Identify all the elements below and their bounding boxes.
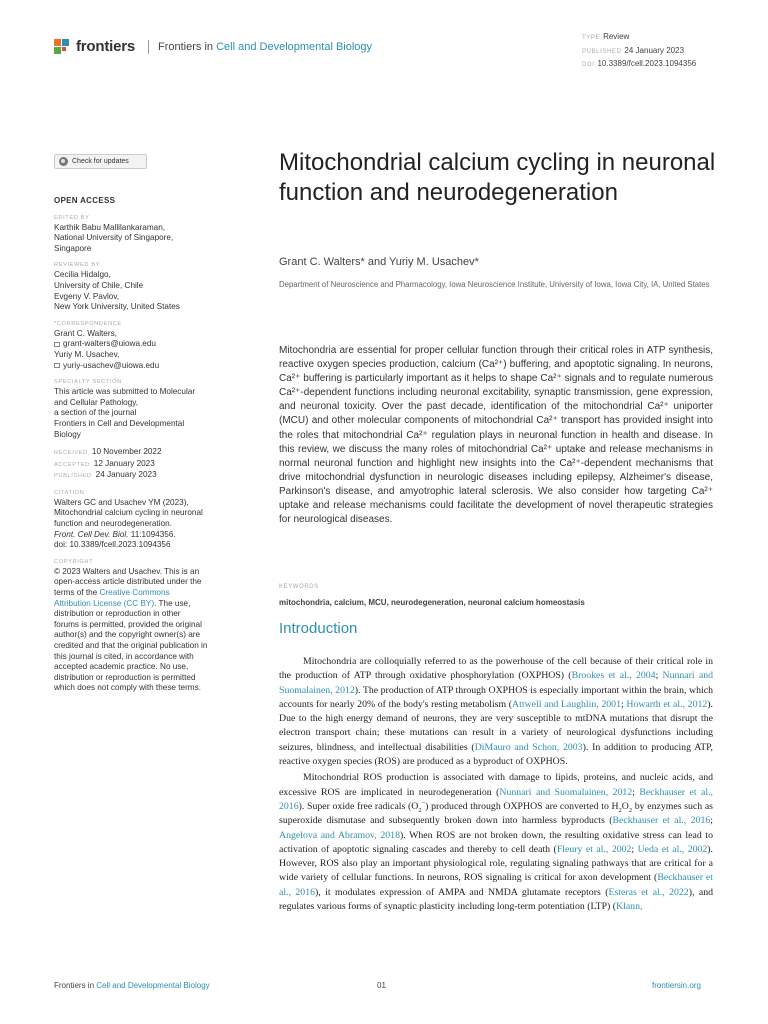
footer-site-link[interactable]: frontiersin.org: [652, 981, 701, 990]
license-link[interactable]: Creative Commons: [99, 588, 170, 598]
keywords-label: KEYWORDS: [279, 584, 319, 590]
ref-link[interactable]: Beckhauser et al., 2016: [279, 872, 714, 898]
journal-name[interactable]: Frontiers in Cell and Developmental Biology: [158, 41, 373, 53]
mail-icon: [54, 363, 60, 368]
mail-icon: [54, 342, 60, 347]
footer-journal[interactable]: Frontiers in Cell and Developmental Biology: [54, 981, 210, 990]
doi-link[interactable]: 10.3389/fcell.2023.1094356: [597, 59, 697, 68]
update-icon: [59, 157, 68, 166]
page-number: 01: [377, 981, 386, 990]
article-meta: TYPE Review PUBLISHED 24 January 2023 DOI 10.3389/fcell.2023.1094356: [582, 32, 697, 68]
authors[interactable]: Grant C. Walters* and Yuriy M. Usachev*: [279, 256, 479, 268]
header-divider: [148, 40, 149, 54]
accepted-date: 12 January 2023: [93, 458, 155, 468]
received-date: 10 November 2022: [91, 447, 162, 457]
license-link-cont[interactable]: Attribution License (CC BY): [54, 598, 155, 608]
check-for-updates-button[interactable]: Check for updates: [54, 154, 147, 169]
ref-link[interactable]: Brookes et al., 2004: [571, 670, 656, 682]
frontiers-logo-icon: [54, 39, 70, 55]
ref-link[interactable]: Angelova and Abramov, 2018: [279, 829, 400, 841]
reviewed-by-label: REVIEWED BY: [54, 262, 101, 269]
edited-by-label: EDITED BY: [54, 214, 90, 221]
frontiers-logo[interactable]: [54, 38, 135, 55]
ref-link[interactable]: Nunnari and Suomalainen, 2012: [499, 786, 633, 798]
copyright-label: COPYRIGHT: [54, 558, 94, 565]
section-heading-introduction: Introduction: [279, 620, 358, 637]
ref-link[interactable]: Howarth et al., 2012: [626, 698, 708, 710]
abstract: Mitochondria are essential for proper cellular function through their critical roles in ATP synthesis, reactive oxygen species production, calcium (Ca²⁺) buffering, and apoptotic signaling. In neurons, Ca²⁺ buffering is particularly important as it helps to shape Ca²⁺ signals and to regulate numerous Ca²⁺-dependent functions including neuronal excitability, synaptic transmission, gene expression, and neuronal toxicity. Over the past decade, identification of the mitochondrial Ca²⁺ uniporter (MCU) and other molecular components of mitochondrial Ca²⁺ transport has provided insight into the roles that mitochondrial Ca²⁺ regulation plays in neuronal function in health and disease. In this review, we discuss the many roles of mitochondrial Ca²⁺ uptake and release mechanisms in normal neuronal function and highlight new insights into the Ca²⁺-dependent mechanisms that drive mitochondrial dysfunction in neurologic diseases including epilepsy, Alzheimer's disease, Parkinson's disease, and amyotrophic lateral sclerosis. We also consider how targeting Ca²⁺ uptake and release mechanisms could facilitate the development of novel therapeutic strategies for neurological diseases.: [279, 345, 713, 526]
body-text: [279, 655, 713, 914]
paragraph: Mitochondrial ROS production is associated with damage to lipids, proteins, and nucleic acids, and excessive ROS are implicated in neurodegeneration (Nunnari and Suomalainen, 2012; Beckhauser et al., 2016). Super oxide free radicals $(O_2^-)$ produced through OXPHOS are converted to $H_2O_2$ by enzymes such as superoxide dismutase and subsequently broken down into harmless byproducts (Beckhauser et al., 2016; Angelova and Abramov, 2018). When ROS are not broken down, the resulting oxidative stress can lead to activation of apoptotic signaling cascades and thereby to cell death (Fleury et al., 2002; Ueda et al., 2002). However, ROS also play an important physiological role, regulating signaling pathways that are critical for a wide variety of cellular functions. In neurons, ROS signaling is critical for axon development (Beckhauser et al., 2016), it modulates expression of AMPA and NMDA glutamate receptors (Esteras et al., 2022), and regulates various forms of synaptic plasticity including long-term potentiation (LTP) (Klann,: [279, 772, 714, 913]
specialty-label: SPECIALTY SECTION: [54, 379, 122, 386]
logo-wordmark: frontiers: [76, 38, 136, 55]
ref-link[interactable]: Esteras et al., 2022: [608, 886, 689, 898]
email-link[interactable]: grant-walters@uiowa.edu: [63, 339, 156, 349]
ref-link[interactable]: Ueda et al., 2002: [637, 843, 708, 855]
correspondence-label: *CORRESPONDENCE: [54, 320, 122, 327]
article-type: Review: [603, 32, 630, 41]
ref-link[interactable]: Beckhauser et al., 2016: [612, 815, 711, 827]
ref-link[interactable]: Klann,: [616, 901, 643, 913]
affiliation: Department of Neuroscience and Pharmacology, Iowa Neuroscience Institute, University of Iowa, Iowa City, IA, United States: [279, 280, 710, 289]
sidebar-info: OPEN ACCESS EDITED BY Karthik Babu Mallilankaraman, National University of Singapore, Singapore REVIEWED BY Cecilia Hidalgo, University of Chile, Chile Evgeny V. Pavlov, New York University, United States *CORRESPONDENCE Grant C. Walters, grant-walters@uiowa.edu Yuriy M. Usachev, yuriy-usachev@uiowa.edu SPECIALTY SECTION This article was submitted to Molecular and Cellular Pathology, a section of the journal Frontiers in Cell and Developmental Biology RECEIVED 10 November 2022 ACCEPTED 12 January 2023 PUBLISHED 24 January 2023 CITATION Walters GC and Usachev YM (2023), Mitochondrial calcium cycling in neuronal function and neurodegeneration. Front. Cell Dev. Biol. 11:1094356. doi: 10.3389/fcell.2023.1094356 COPYRIGHT © 2023 Walters and Usachev. This is an open-access article distributed under the terms of the Creative Commons Attribution License (CC BY). The use, distribution or reproduction in other forums is permitted, provided the original author(s) and the copyright owner(s) are credited and that the original publication in this journal is cited, in accordance with accepted academic practice. No use, distribution or reproduction is permitted which does not comply with these terms.: [54, 196, 244, 694]
citation-label: CITATION: [54, 489, 85, 496]
article-title: Mitochondrial calcium cycling in neuronal function and neurodegeneration: [279, 149, 716, 206]
ref-link[interactable]: Fleury et al., 2002: [556, 843, 632, 855]
publish-date: 24 January 2023: [624, 45, 685, 55]
ref-link[interactable]: DiMauro and Schon, 2003: [474, 741, 583, 753]
open-access-label: OPEN ACCESS: [54, 196, 116, 205]
ref-link[interactable]: Attwell and Laughlin, 2001: [512, 698, 621, 710]
paragraph: Mitochondria are colloquially referred to as the powerhouse of the cell because of their critical role in the production of ATP through oxidative phosphorylation (OXPHOS) (Brookes et al., 2004; Nunnari and Suomalainen, 2012). The production of ATP through OXPHOS is especially important within the brain, which accounts for nearly 20% of the body's resting metabolism (Attwell and Laughlin, 2001; Howarth et al., 2012). Due to the high energy demand of neurons, they are very susceptible to mtDNA mutations that disrupt the electron transport chain; these mutations can result in a variety of neurological dysfunctions including seizures, blindness, and intellectual disabilities (DiMauro and Schon, 2003). In addition to producing ATP, reactive oxygen species (ROS) are produced as a byproduct of OXPHOS.: [279, 656, 714, 768]
ref-link[interactable]: Nunnari and Suomalainen, 2012: [279, 670, 714, 696]
keywords: mitochondria, calcium, MCU, neurodegeneration, neuronal calcium homeostasis: [279, 598, 585, 607]
email-link[interactable]: yuriy-usachev@uiowa.edu: [63, 360, 160, 370]
ref-link[interactable]: Beckhauser et al., 2016: [279, 786, 713, 812]
published-date: 24 January 2023: [95, 470, 157, 480]
